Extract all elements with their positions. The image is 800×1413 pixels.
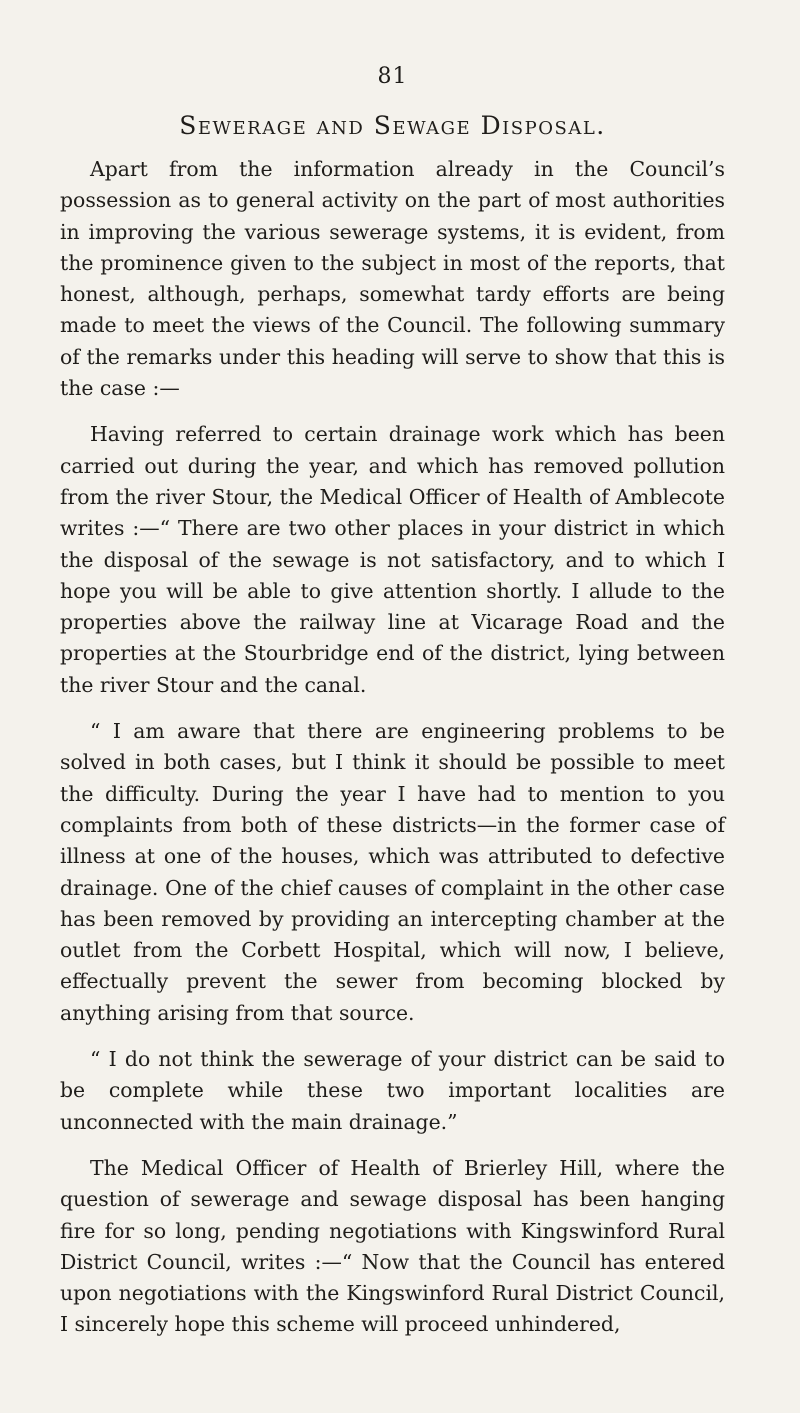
paragraph-amblecote: Having referred to certain drainage work which has been carried out during the year, and which has removed pollution from the river Stour, the Medical Officer of Health of Amblecote writes :—“ There are two other places in your district in which the disposal of the sewage is not satisfactory, and to which I hope you will be able to give attention shortly. I allude to the properties above the railway line at Vicarage Road and the properties at the Stourbridge end of the district, lying between the river Stour and the canal. [60, 422, 725, 697]
page-number: 81 [377, 64, 408, 89]
paragraph-sewerage-complete: “ I do not think the sewerage of your district can be said to be complete while these two important localities are unconnected with the main drainage.” [60, 1047, 725, 1134]
paragraph-intro: Apart from the information already in the Council’s possession as to general activity on the part of most authorities in improving the various sewerage systems, it is evident, from the prominence given to the subject in most of the reports, that honest, although, perhaps, somewhat tardy efforts are being made to meet the views of the Council. The following summary of the remarks under this heading will serve to show that this is the case :— [60, 157, 725, 401]
paragraph-brierley-hill: The Medical Officer of Health of Brierley Hill, where the question of sewerage and sewage disposal has been hanging fire for so long, pending negotiations with Kingswinford Rural District Council, writes :—“ Now that the Council has entered upon negotiations with the Kingswinford Rural District Council, I sincerely hope this scheme will proceed unhindered, [60, 1155, 725, 1337]
paragraph-engineering-problems: “ I am aware that there are engineering problems to be solved in both cases, but I think it should be possible to meet the difficulty. During the year I have had to mention to you complaints from both of these districts—in the former case of illness at one of the houses, which was attributed to defective drainage. One of the chief causes of complaint in the other case has been removed by providing an intercepting chamber at the outlet from the Corbett Hospital, which will now, I believe, effectually prevent the sewer from becoming blocked by anything arising from that source. [60, 719, 725, 1025]
document-page [60, 64, 725, 1356]
section-heading: Sewerage and Sewage Disposal. [179, 111, 606, 140]
